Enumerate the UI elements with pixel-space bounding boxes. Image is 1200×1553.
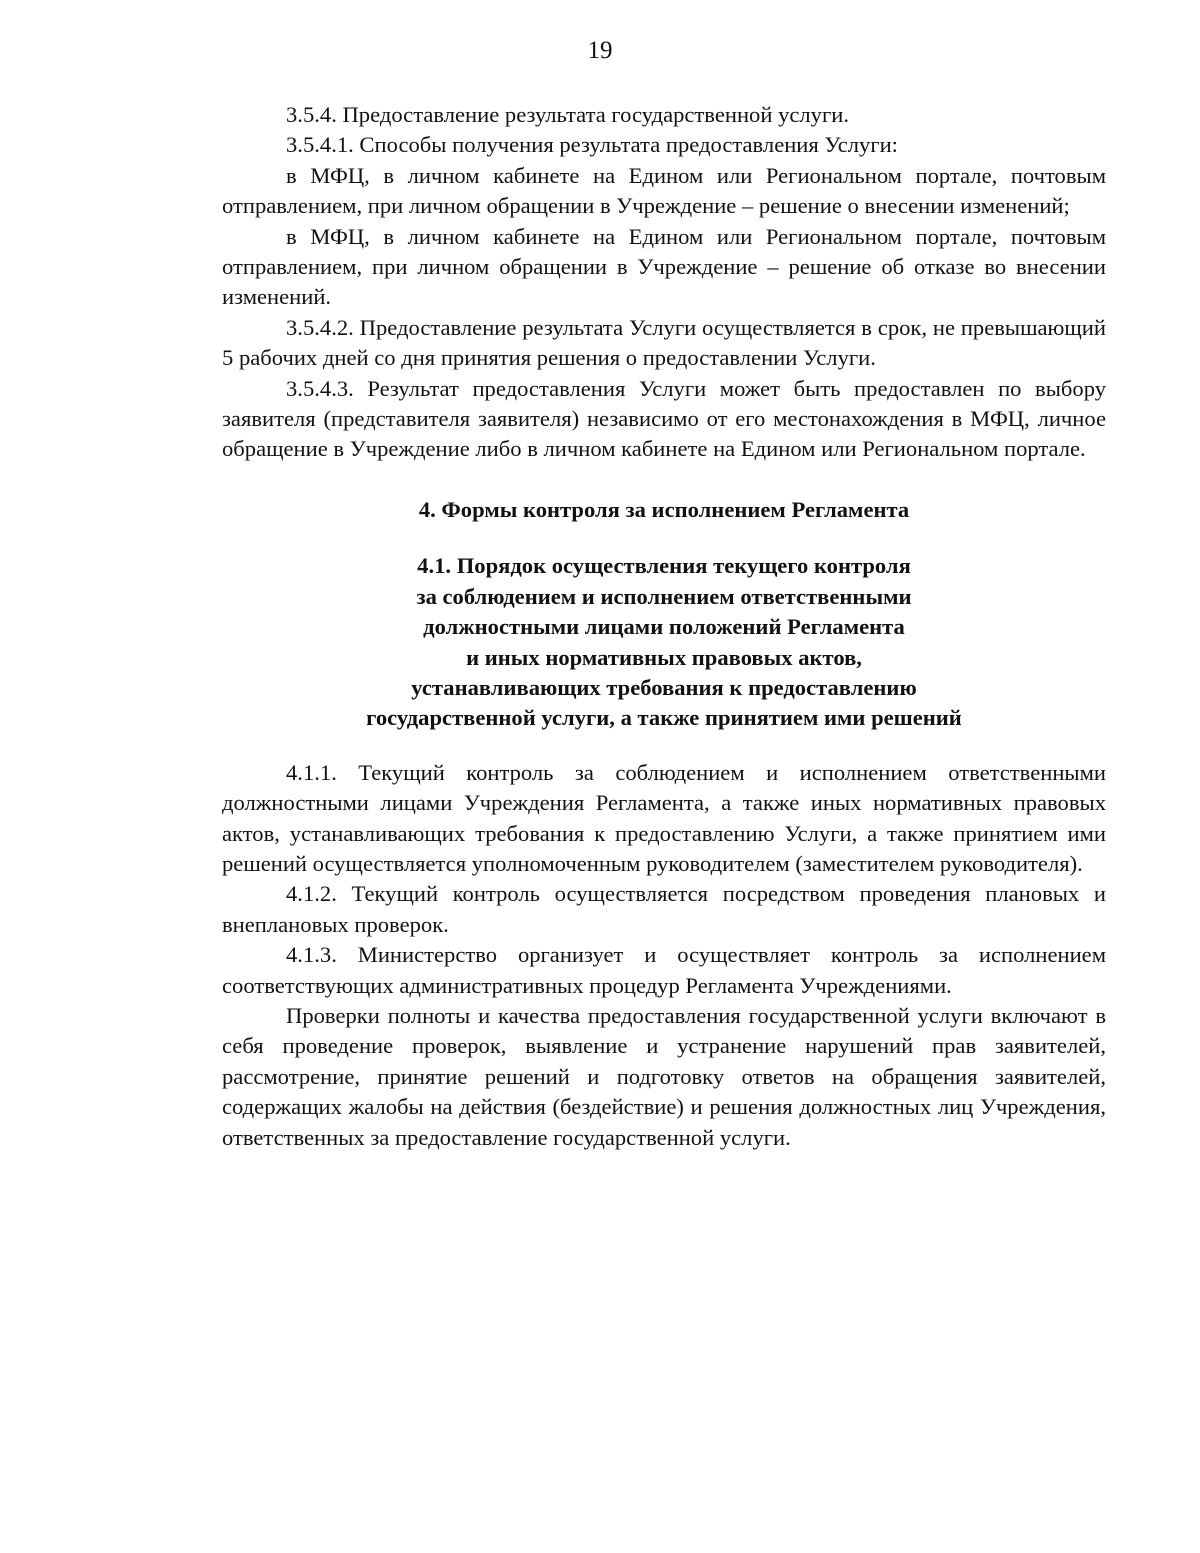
page-number: 19 bbox=[587, 37, 613, 64]
document-body bbox=[222, 100, 1106, 1153]
heading-line: государственной услуги, а также принятием ими решений bbox=[366, 705, 962, 731]
paragraph-4-1-1: 4.1.1. Текущий контроль за соблюдением и исполнением ответственными должностными лицами Учреждения Регламента, а также иных нормативных правовых актов, устанавливающих требования к предоставлению Услуги, а также принятием ими решений осуществляется уполномоченным руководителем (заместителем руководителя). bbox=[222, 759, 1106, 876]
paragraph-3-5-4-1: 3.5.4.1. Способы получения результата предоставления Услуги: bbox=[286, 132, 898, 158]
paragraph-result-option-2: в МФЦ, в личном кабинете на Едином или Региональном портале, почтовым отправлением, при личном обращении в Учреждение – решение об отказе во внесении изменений. bbox=[222, 223, 1106, 310]
subsection-heading-4-1 bbox=[222, 551, 1106, 733]
paragraph-checks: Проверки полноты и качества предоставления государственной услуги включают в себя проведение проверок, выявление и устранение нарушений прав заявителей, рассмотрение, принятие решений и подготовку ответов на обращения заявителей, содержащих жалобы на действия (бездействие) и решения должностных лиц Учреждения, ответственных за предоставление государственной услуги. bbox=[222, 1002, 1106, 1150]
paragraph-result-option-1: в МФЦ, в личном кабинете на Едином или Региональном портале, почтовым отправлением, при личном обращении в Учреждение – решение о внесении изменений; bbox=[222, 162, 1106, 219]
heading-line: устанавливающих требования к предоставлению bbox=[411, 674, 917, 700]
paragraph-4-1-3: 4.1.3. Министерство организует и осуществляет контроль за исполнением соответствующих административных процедур Регламента Учреждениями. bbox=[222, 942, 1106, 998]
paragraph-3-5-4-2: 3.5.4.2. Предоставление результата Услуги осуществляется в срок, не превышающий 5 рабочих дней со дня принятия решения о предоставлении Услуги. bbox=[222, 314, 1106, 371]
heading-line: и иных нормативных правовых актов, bbox=[466, 644, 862, 670]
paragraph-4-1-2: 4.1.2. Текущий контроль осуществляется посредством проведения плановых и внеплановых проверок. bbox=[222, 881, 1106, 937]
heading-line: должностными лицами положений Регламента bbox=[423, 614, 905, 640]
heading-line: за соблюдением и исполнением ответственными bbox=[416, 583, 912, 609]
paragraph-3-5-4-3: 3.5.4.3. Результат предоставления Услуги может быть предоставлен по выбору заявителя (представителя заявителя) независимо от его местонахождения в МФЦ, личное обращение в Учреждение либо в личном кабинете на Едином или Региональном портале. bbox=[222, 375, 1106, 462]
heading-line: 4.1. Порядок осуществления текущего контроля bbox=[417, 553, 911, 579]
section-heading-4: 4. Формы контроля за исполнением Регламента bbox=[418, 496, 910, 522]
paragraph-3-5-4: 3.5.4. Предоставление результата государственной услуги. bbox=[286, 102, 849, 127]
